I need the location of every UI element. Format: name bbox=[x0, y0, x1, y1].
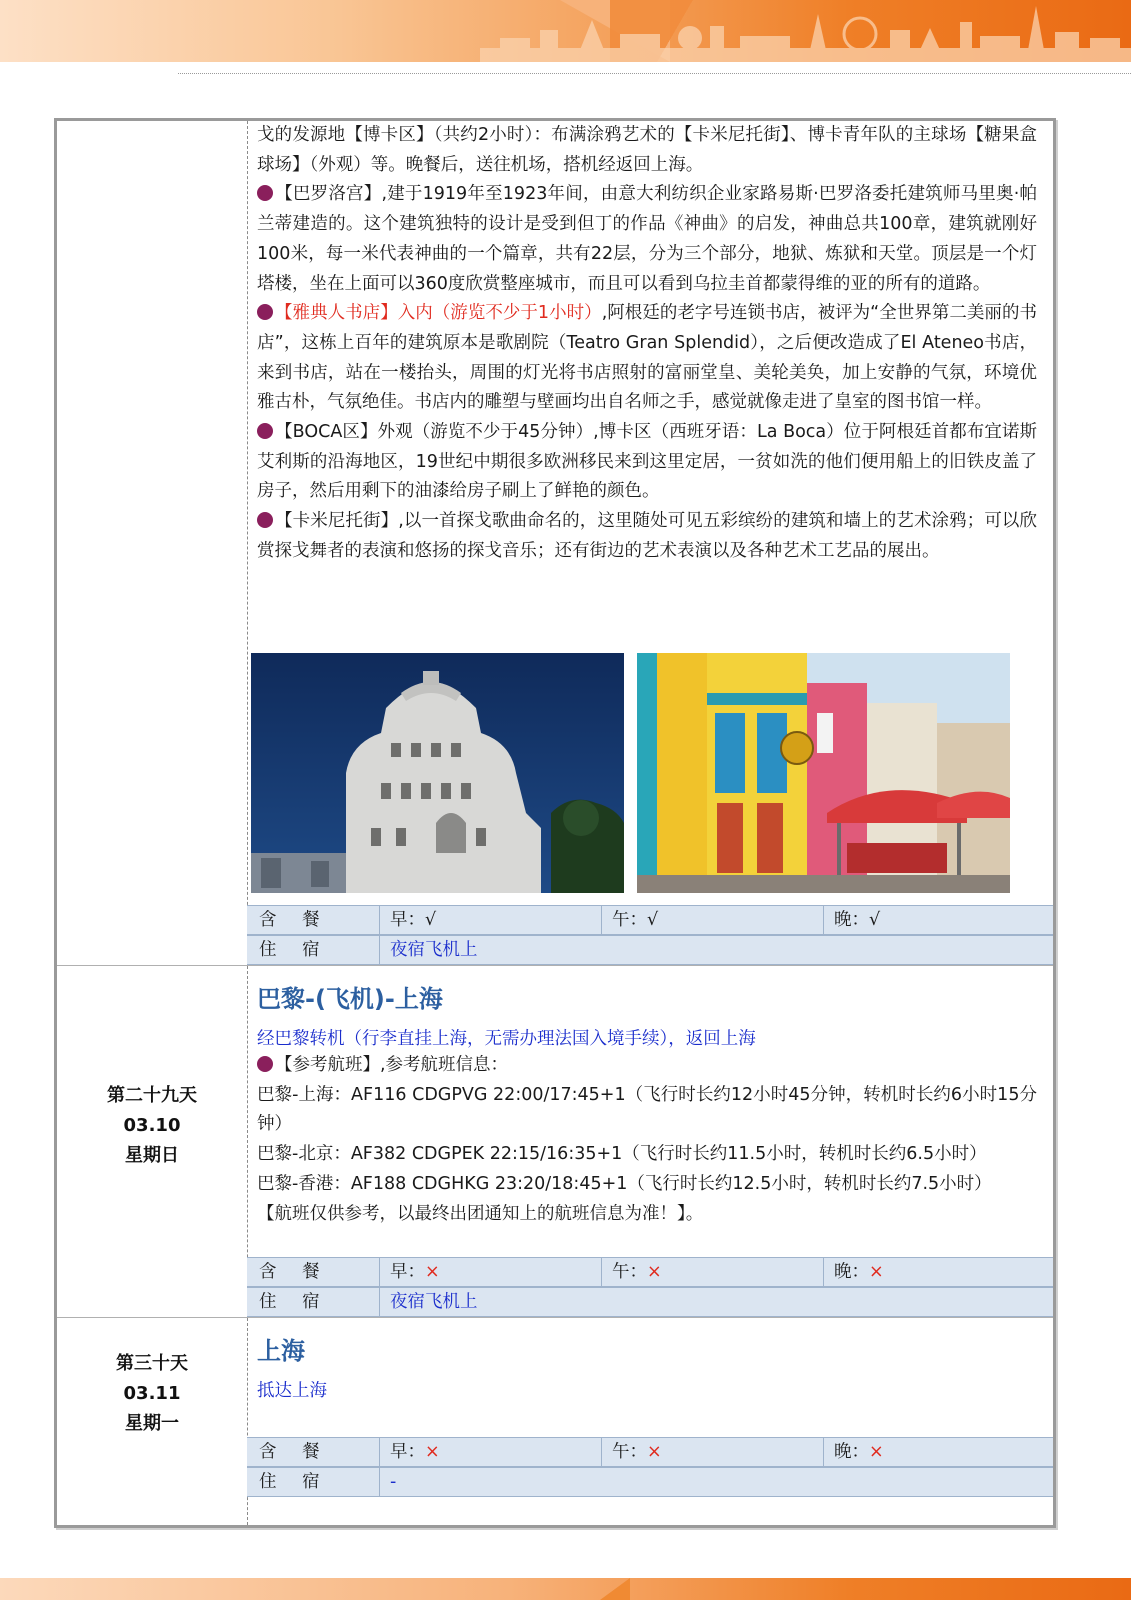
description-paragraph bbox=[257, 180, 1037, 299]
hotel-label: 住 宿 bbox=[259, 1292, 330, 1312]
meals-label: 含 餐 bbox=[259, 1442, 330, 1462]
row-divider bbox=[57, 965, 1053, 966]
lunch-cell: 午：× bbox=[601, 1438, 823, 1466]
day-number: 第二十九天 bbox=[107, 1085, 197, 1106]
hotel-value: 夜宿飞机上 bbox=[379, 1288, 1053, 1316]
flight-item: 巴黎-上海：AF116 CDGPVG 22:00/17:45+1（飞行时长约12小时45分钟，转机时长约6小时15分钟） bbox=[257, 1084, 1037, 1135]
day29-hotel-row bbox=[247, 1287, 1053, 1317]
day-date: 03.10 bbox=[123, 1115, 181, 1136]
paragraph-text: ,阿根廷的老字号连锁书店，被评为“全世界第二美丽的书店”，这栋上百年的建筑原本是歌剧院（Teatro Gran Splendid），之后便改造成了El Ateneo书店，来到书店，站在一楼抬头，周围的灯光将书店照射的富丽堂皇、美轮美奂，加上安静的气氛，环境优雅古朴，气氛绝佳。书店内的雕塑与壁画均出自名师之手，感觉就像走进了皇室的图书馆一样。 bbox=[257, 303, 1037, 413]
not-included-icon: × bbox=[425, 1262, 440, 1282]
day-number: 第三十天 bbox=[116, 1353, 188, 1374]
day30-hotel-row bbox=[247, 1467, 1053, 1497]
not-included-icon: × bbox=[425, 1442, 440, 1462]
hotel-label: 住 宿 bbox=[259, 940, 330, 960]
bullet-icon bbox=[257, 1056, 273, 1072]
day28-description bbox=[257, 121, 1037, 567]
dinner-cell: 晚：× bbox=[823, 1438, 1053, 1466]
description-paragraph bbox=[257, 121, 1037, 180]
meals-label: 含 餐 bbox=[259, 1262, 330, 1282]
flight-ref-label: 【参考航班】,参考航班信息： bbox=[275, 1055, 509, 1075]
dinner-cell: 晚：× bbox=[823, 1258, 1053, 1286]
dinner-cell: 晚：√ bbox=[823, 906, 1053, 934]
header-divider bbox=[178, 73, 1131, 74]
day29-route-title: 巴黎-(飞机)-上海 bbox=[257, 985, 443, 1013]
day-date: 03.11 bbox=[123, 1383, 181, 1404]
day30-meals-row bbox=[247, 1437, 1053, 1467]
footer-band bbox=[0, 1578, 1131, 1600]
hotel-label: 住 宿 bbox=[259, 1472, 330, 1492]
day-weekday: 星期日 bbox=[125, 1145, 179, 1166]
not-included-icon: × bbox=[647, 1442, 662, 1462]
day29-meals-row bbox=[247, 1257, 1053, 1287]
description-paragraph bbox=[257, 507, 1037, 566]
hotel-value: 夜宿飞机上 bbox=[379, 936, 1053, 964]
lunch-cell: 午：√ bbox=[601, 906, 823, 934]
meals-label: 含 餐 bbox=[259, 910, 330, 930]
city-skyline-decoration bbox=[480, 0, 1131, 62]
breakfast-cell: 早：× bbox=[379, 1258, 601, 1286]
day30-label bbox=[57, 1349, 247, 1439]
day28-meals-row bbox=[247, 905, 1053, 935]
paragraph-text: 【巴罗洛宫】,建于1919年至1923年间，由意大利纺织企业家路易斯·巴罗洛委托建筑师马里奥·帕兰蒂建造的。这个建筑独特的设计是受到但丁的作品《神曲》的启发，神曲总共100章，建筑就刚好100米，每一米代表神曲的一个篇章，共有22层，分为三个部分，地狱、炼狱和天堂。顶层是一个灯塔楼，坐在上面可以360度欣赏整座城市，而且可以看到乌拉圭首都蒙得维的亚的所有的道路。 bbox=[257, 184, 1037, 294]
header-band bbox=[0, 0, 1131, 62]
not-included-icon: × bbox=[647, 1262, 662, 1282]
day28-column-divider bbox=[247, 121, 248, 965]
lunch-cell: 午：× bbox=[601, 1258, 823, 1286]
flight-note: 【航班仅供参考，以最终出团通知上的航班信息为准！】。 bbox=[257, 1203, 704, 1224]
description-paragraph bbox=[257, 299, 1037, 418]
bullet-icon bbox=[257, 423, 273, 439]
itinerary-table bbox=[54, 118, 1056, 1528]
day30-subtitle: 抵达上海 bbox=[257, 1381, 327, 1401]
hotel-value: - bbox=[379, 1468, 1053, 1496]
paragraph-text: 【BOCA区】外观（游览不少于45分钟）,博卡区（西班牙语：La Boca）位于阿根廷首都布宜诺斯艾利斯的沿海地区，19世纪中期很多欧洲移民来到这里定居，一贫如洗的他们便用船上的旧铁皮盖了房子，然后用剩下的油漆给房子刷上了鲜艳的颜色。 bbox=[257, 422, 1037, 502]
bullet-icon bbox=[257, 304, 273, 320]
paragraph-text: 【卡米尼托街】,以一首探戈歌曲命名的，这里随处可见五彩缤纷的建筑和墙上的艺术涂鸦；可以欣赏探戈舞者的表演和悠扬的探戈音乐；还有街边的艺术表演以及各种艺术工艺品的展出。 bbox=[257, 511, 1037, 561]
day30-route-title: 上海 bbox=[257, 1337, 305, 1365]
flight-item: 巴黎-北京：AF382 CDGPEK 22:15/16:35+1（飞行时长约11.5小时，转机时长约6.5小时） bbox=[257, 1144, 987, 1165]
description-paragraph bbox=[257, 418, 1037, 507]
breakfast-cell: 早：√ bbox=[379, 906, 601, 934]
bullet-icon bbox=[257, 512, 273, 528]
paragraph-text: 【雅典人书店】入内（游览不少于1小时） bbox=[275, 303, 602, 324]
not-included-icon: × bbox=[869, 1442, 884, 1462]
not-included-icon: × bbox=[869, 1262, 884, 1282]
day29-label bbox=[57, 1081, 247, 1171]
la-boca-street-photo bbox=[637, 653, 1010, 893]
day29-flight-info bbox=[257, 1051, 1037, 1229]
breakfast-cell: 早：× bbox=[379, 1438, 601, 1466]
flight-item: 巴黎-香港：AF188 CDGHKG 23:20/18:45+1（飞行时长约12.5小时，转机时长约7.5小时） bbox=[257, 1173, 992, 1194]
day-weekday: 星期一 bbox=[125, 1413, 179, 1434]
paragraph-text: 戈的发源地【博卡区】（共约2小时）：布满涂鸦艺术的【卡米尼托街】、博卡青年队的主球场【糖果盒球场】（外观）等。晚餐后，送往机场，搭机经返回上海。 bbox=[257, 125, 1037, 175]
palacio-barolo-photo bbox=[251, 653, 624, 893]
row-divider bbox=[57, 1317, 1053, 1318]
day29-subtitle: 经巴黎转机（行李直挂上海，无需办理法国入境手续），返回上海 bbox=[257, 1029, 756, 1049]
day28-hotel-row bbox=[247, 935, 1053, 965]
bullet-icon bbox=[257, 185, 273, 201]
